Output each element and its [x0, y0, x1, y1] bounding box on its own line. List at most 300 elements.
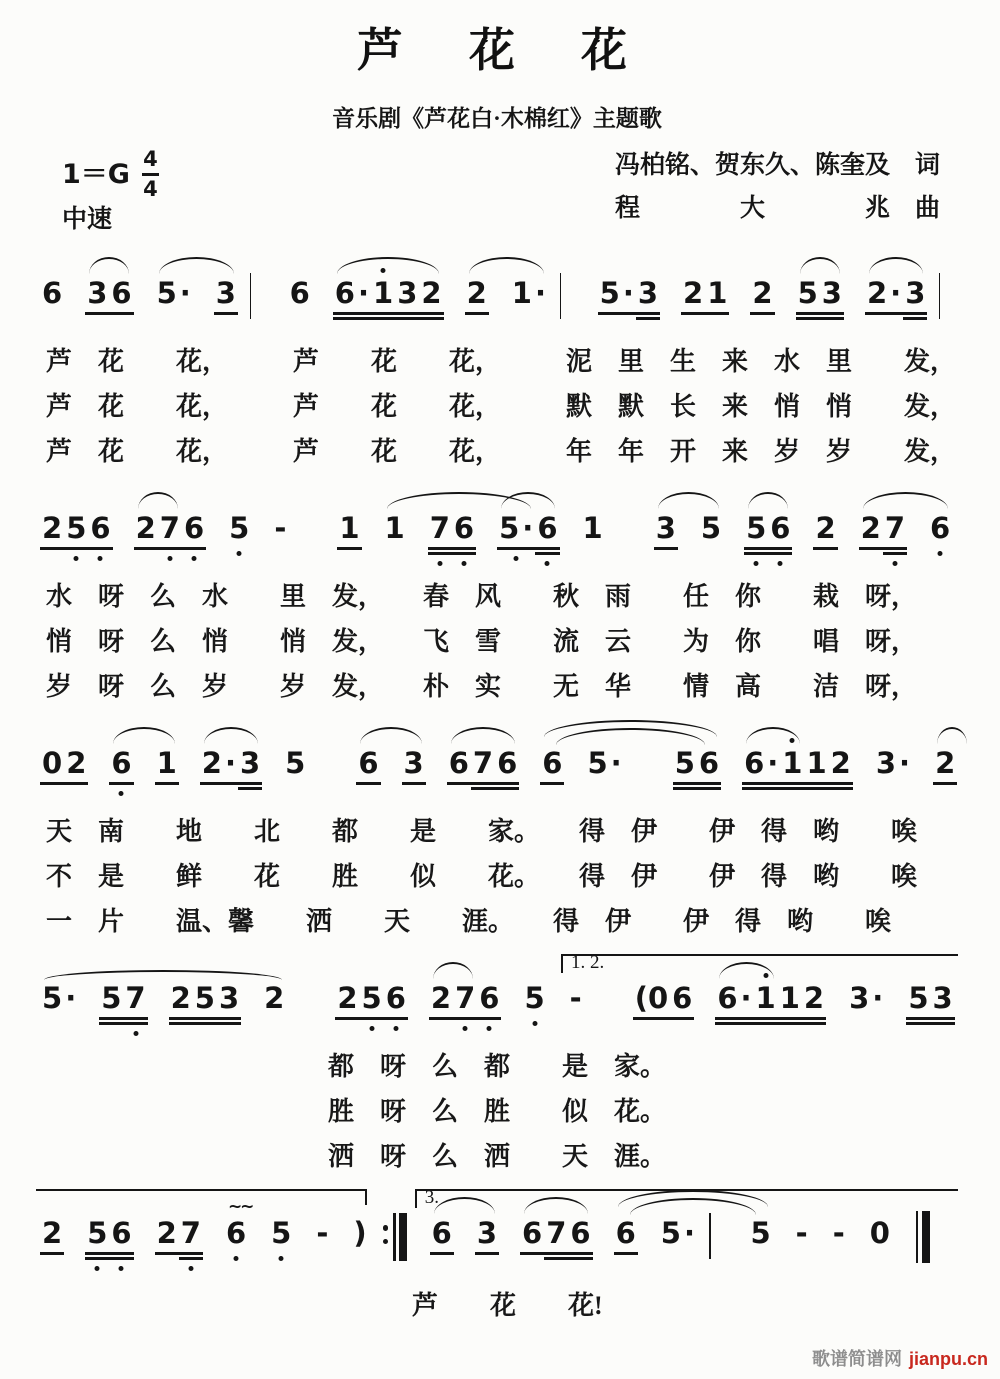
note [421, 277, 441, 310]
slur [138, 492, 178, 509]
note [90, 512, 110, 545]
note-digit: 3 [932, 981, 953, 1016]
note [542, 747, 562, 780]
note-digit: 6 [385, 981, 406, 1016]
lyric-line: 水 呀 么 水 里 发， 春 风 秋 雨 任 你 栽 呀， [46, 582, 918, 612]
note-digit: 6 [90, 511, 111, 546]
note-digit: 5 [42, 981, 63, 1016]
note [362, 982, 382, 1015]
note-digit: 2 [42, 511, 63, 546]
note [316, 1217, 328, 1250]
note-digit: - [274, 511, 287, 546]
duration-underline [200, 782, 238, 785]
note-digit: 2 [866, 276, 888, 311]
slur [800, 257, 840, 274]
duration-underline [796, 317, 820, 320]
note [42, 982, 76, 1015]
note-digit: 5 [660, 1216, 681, 1251]
note-digit: 3 [87, 276, 108, 311]
thick-bar [922, 1211, 930, 1263]
note [683, 277, 703, 310]
note [815, 512, 835, 545]
composer-credit: 程 大 兆 曲 [614, 194, 940, 222]
duration-underline [750, 312, 774, 315]
note [386, 982, 406, 1015]
duration-underline [109, 312, 133, 315]
note [125, 982, 145, 1015]
note-digit: 1 [511, 276, 532, 311]
note [806, 747, 826, 780]
note [335, 277, 369, 310]
note-digit: 2 [66, 746, 87, 781]
note [933, 982, 953, 1015]
note-digit: 6 [289, 276, 310, 311]
note [404, 747, 424, 780]
credits [615, 145, 940, 230]
slur [658, 492, 719, 509]
low-octave-dot [892, 561, 897, 566]
duration-underline [40, 1252, 64, 1255]
note [833, 1217, 845, 1250]
duration-underline [568, 1252, 592, 1255]
dot-after: · [683, 1216, 695, 1251]
low-octave-dot [369, 1026, 374, 1031]
note-digit: 6 [479, 981, 500, 1016]
music-system-1 [40, 249, 957, 474]
note [638, 277, 658, 310]
note-digit: 2 [170, 981, 191, 1016]
duration-underline [754, 1017, 778, 1020]
duration-underline [471, 782, 495, 785]
duration-underline [778, 1017, 802, 1020]
note-digit: 6 [453, 511, 475, 546]
time-denominator: 4 [143, 176, 158, 201]
volta-label: 3. [424, 1187, 439, 1209]
note-digit: 6 [672, 981, 693, 1016]
note-digit: 7 [472, 746, 494, 781]
slur [159, 257, 234, 274]
duration-underline [906, 1017, 930, 1020]
note [431, 982, 451, 1015]
watermark-site: 歌谱简谱网 [811, 1349, 902, 1370]
note [184, 512, 204, 545]
duration-underline [495, 782, 519, 785]
note [101, 982, 121, 1015]
note [171, 982, 191, 1015]
note-digit: 2 [156, 1216, 177, 1251]
note-tokens [40, 1197, 954, 1263]
duration-underline [179, 1257, 203, 1260]
music-system-2 [40, 484, 954, 709]
note [583, 512, 603, 545]
note [699, 747, 719, 780]
duration-underline [384, 1017, 408, 1020]
duration-underline [430, 1252, 454, 1255]
dot-after: · [872, 981, 884, 1016]
note-digit: 3 [215, 276, 236, 311]
slur [360, 727, 422, 744]
note [274, 512, 286, 545]
note-digit: 7 [125, 981, 146, 1016]
note [455, 982, 475, 1015]
duration-underline [903, 312, 927, 315]
low-octave-dot [754, 561, 759, 566]
note-digit: 6 [744, 746, 765, 781]
duration-underline [428, 552, 452, 555]
note [905, 277, 925, 310]
low-octave-dot [279, 1256, 284, 1261]
note-digit: 2 [421, 276, 442, 311]
note [512, 277, 546, 310]
dot-after: · [890, 276, 902, 311]
note-digit: 2 [683, 276, 704, 311]
note-digit: - [832, 1216, 845, 1251]
dot-after: · [740, 981, 752, 1016]
note-digit: 6 [225, 1216, 247, 1251]
lyric-line: 岁 呀 么 岁 岁 发， 朴 实 无 华 情 高 洁 呀， [46, 672, 918, 702]
note [616, 1217, 636, 1250]
note [219, 982, 239, 1015]
volta-label: 1. 2. [570, 952, 605, 974]
note-digit: 5 [66, 511, 87, 546]
duration-underline [99, 1017, 123, 1020]
low-octave-dot [234, 1256, 239, 1261]
note-digit: 6 [431, 1216, 452, 1251]
note-digit: 5 [524, 981, 545, 1016]
note-digit: 7 [429, 511, 450, 546]
note-digit: 6 [698, 746, 720, 781]
note [477, 1217, 497, 1250]
note-digit: 1 [373, 276, 394, 311]
note-digit: 2 [815, 511, 836, 546]
duration-underline [768, 547, 792, 550]
note-digit: 6 [42, 276, 63, 311]
note-digit: - [795, 1216, 808, 1251]
note-digit: 0 [42, 746, 63, 781]
duration-underline [780, 782, 804, 785]
duration-underline [169, 1022, 193, 1025]
duration-underline [123, 1017, 147, 1020]
note [672, 982, 692, 1015]
lyric-line: 芦 花 花， 芦 花 花， 年 年 开 来 岁 岁 发， [46, 437, 957, 467]
note [264, 982, 284, 1015]
duration-underline [673, 787, 697, 790]
duration-underline [796, 312, 820, 315]
note-digit: 2 [135, 511, 156, 546]
duration-underline [535, 552, 559, 555]
dot-after: · [179, 276, 191, 311]
note-digit: 5 [746, 511, 767, 546]
duration-underline [179, 1252, 203, 1255]
slur [44, 970, 282, 980]
duration-underline [85, 312, 109, 315]
note-digit: 1 [339, 511, 360, 546]
note [42, 512, 62, 545]
note-digit: 3 [875, 746, 897, 781]
music-system-3 [40, 719, 954, 944]
low-octave-dot [98, 556, 103, 561]
note-digit: 6 [358, 746, 379, 781]
low-octave-dot [133, 1031, 138, 1036]
duration-underline [544, 1252, 568, 1255]
duration-underline [238, 787, 262, 790]
duration-underline [109, 1252, 133, 1255]
duration-underline [820, 312, 844, 315]
dot-after: · [610, 746, 622, 781]
dot-after: · [65, 981, 77, 1016]
duration-underline [883, 552, 907, 555]
note [796, 1217, 808, 1250]
note [782, 747, 802, 780]
note-digit: 6 [111, 1216, 132, 1251]
duration-underline [829, 782, 853, 785]
duration-underline [778, 1022, 802, 1025]
note [66, 747, 86, 780]
note-digit: 2 [752, 276, 773, 311]
note [157, 277, 191, 310]
duration-underline [865, 312, 903, 315]
note [397, 277, 417, 310]
note [750, 1217, 770, 1250]
note-digit: 5 [229, 511, 250, 546]
lyric-line: 一 片 温、馨 洒 天 涯。 得 伊 伊 得 哟 唉 [46, 907, 892, 937]
note [822, 277, 842, 310]
note [42, 747, 62, 780]
note [42, 1217, 62, 1250]
duration-underline [520, 1252, 544, 1255]
lyric-line: 芦 花 花， 芦 花 花， 默 默 长 来 悄 悄 发， [46, 392, 957, 422]
note [195, 982, 215, 1015]
note-digit: ) [353, 1216, 367, 1251]
note-digit: 6 [183, 511, 205, 546]
lyric-line: 天 南 地 北 都 是 家。 得 伊 伊 得 哟 唉 [46, 817, 918, 847]
duration-underline [681, 312, 705, 315]
note-digit: 6 [770, 511, 791, 546]
slur [451, 727, 515, 744]
note-digit: 3 [397, 276, 418, 311]
note-digit: 2 [830, 746, 851, 781]
note-digit: 5 [750, 1216, 771, 1251]
key-signature [62, 149, 159, 200]
duration-underline [697, 782, 721, 785]
note-digit: 5 [87, 1216, 108, 1251]
music-system-4 [40, 954, 954, 1179]
meta-block [40, 145, 954, 249]
duration-underline [64, 547, 88, 550]
note [885, 512, 905, 545]
duration-underline [804, 787, 828, 790]
note-digit: 3 [655, 511, 676, 546]
note-digit: 2 [201, 746, 222, 781]
note-digit: 3 [239, 746, 261, 781]
note [42, 277, 62, 310]
low-octave-dot [778, 561, 783, 566]
duration-underline [768, 552, 792, 555]
note-digit: 3 [403, 746, 424, 781]
duration-underline [360, 1017, 384, 1020]
duration-underline [654, 547, 678, 550]
note [744, 747, 778, 780]
note [111, 1217, 131, 1250]
lyric-line: 都 呀 么 都 是 家。 [328, 1052, 667, 1082]
low-octave-dot [514, 556, 519, 561]
note [930, 512, 950, 545]
duration-underline [99, 1022, 123, 1025]
note [752, 277, 772, 310]
note-digit: 6 [111, 746, 132, 781]
duration-underline [636, 312, 660, 315]
note-digit: 5 [285, 746, 306, 781]
lyric-line: 芦 花 花， 芦 花 花， 泥 里 生 来 水 里 发， [46, 347, 957, 377]
note [804, 982, 824, 1015]
duration-underline [158, 547, 182, 550]
duration-underline [742, 787, 780, 790]
note-digit: 2 [337, 981, 358, 1016]
song-title: 芦 花 花 [357, 25, 637, 76]
note [717, 982, 751, 1015]
note [701, 512, 721, 545]
note-digit: (0 [634, 981, 669, 1016]
note-digit: 2 [860, 511, 881, 546]
tempo-marking: 中速 [62, 206, 113, 234]
duration-underline [535, 547, 559, 550]
note [661, 1217, 695, 1250]
low-octave-dot [393, 1026, 398, 1031]
note-digit: 6 [522, 1216, 543, 1251]
duration-underline [155, 1252, 179, 1255]
duration-underline [670, 1017, 694, 1020]
dot-after: · [767, 746, 779, 781]
note [467, 277, 487, 310]
duration-underline [238, 782, 262, 785]
note-digit: 6 [537, 511, 558, 546]
duration-underline [109, 782, 133, 785]
slur [113, 727, 175, 744]
note-digit: 1 [156, 746, 177, 781]
note [746, 512, 766, 545]
note [285, 747, 305, 780]
note [524, 982, 544, 1015]
notation-line-2 [40, 484, 954, 574]
slur [89, 257, 129, 274]
duration-underline [495, 787, 519, 790]
duration-underline [452, 547, 476, 550]
note-digit: 2 [42, 1216, 63, 1251]
duration-underline [715, 1022, 753, 1025]
watermark [812, 1349, 988, 1371]
duration-underline [356, 782, 380, 785]
note-digit: 6 [448, 746, 469, 781]
lyric-line: 芦 花 花! [412, 1291, 603, 1321]
duration-underline [903, 317, 927, 320]
low-octave-dot [192, 556, 197, 561]
note [160, 512, 180, 545]
low-octave-dot [437, 561, 442, 566]
duration-underline [371, 312, 395, 315]
duration-underline [742, 782, 780, 785]
note-digit: 7 [455, 981, 476, 1016]
note-digit: 7 [159, 511, 180, 546]
duration-underline [40, 782, 64, 785]
note [181, 1217, 201, 1250]
duration-underline [933, 782, 957, 785]
note [600, 277, 634, 310]
barline-repeat-end [383, 1217, 407, 1261]
duration-underline [802, 1022, 826, 1025]
note-digit: 3 [476, 1216, 497, 1251]
duration-underline [813, 547, 837, 550]
dot-after: · [224, 746, 236, 781]
slur [863, 492, 948, 509]
dot-after: · [534, 276, 546, 311]
duration-underline [419, 312, 443, 315]
duration-underline [85, 1257, 109, 1260]
notation-line-4 [40, 954, 954, 1044]
duration-underline [395, 312, 419, 315]
barline-single [939, 273, 940, 319]
note [373, 277, 393, 310]
note [66, 512, 86, 545]
duration-underline [428, 547, 452, 550]
thick-bar [399, 1213, 407, 1261]
low-octave-dot [463, 1026, 468, 1031]
note [449, 747, 469, 780]
note [337, 982, 357, 1015]
duration-underline [754, 1022, 778, 1025]
note [656, 512, 676, 545]
note [87, 1217, 107, 1250]
repeat-dot [383, 1239, 389, 1245]
note [537, 512, 557, 545]
duration-underline [429, 1017, 453, 1020]
note [271, 1217, 291, 1250]
dot-after: · [622, 276, 634, 311]
notation-line-5 [40, 1189, 954, 1283]
duration-underline [333, 312, 371, 315]
note [675, 747, 695, 780]
slur [501, 492, 555, 509]
duration-underline [193, 1022, 217, 1025]
low-octave-dot [532, 1021, 537, 1026]
note-digit: 5 [194, 981, 215, 1016]
note-digit: 6 [570, 1216, 591, 1251]
low-octave-dot [167, 556, 172, 561]
note-digit: 3 [218, 981, 240, 1016]
slur [469, 257, 544, 274]
dot-after: · [522, 511, 534, 546]
mordent-mark: ~~ [227, 1197, 253, 1218]
barline-final [916, 1217, 931, 1263]
duration-underline [40, 547, 64, 550]
low-octave-dot [938, 551, 943, 556]
time-numerator: 4 [143, 147, 158, 172]
note [780, 982, 800, 1015]
duration-underline [906, 1022, 930, 1025]
note [240, 747, 260, 780]
note-digit: 6 [111, 276, 132, 311]
note [570, 982, 582, 1015]
duration-underline [193, 1017, 217, 1020]
duration-underline [820, 317, 844, 320]
note-digit: 5 [271, 1216, 292, 1251]
duration-underline [883, 547, 907, 550]
note-digit: 3 [905, 276, 926, 311]
duration-underline [475, 1252, 499, 1255]
note-digit: 5 [499, 511, 520, 546]
fraction-line [142, 173, 159, 176]
note-digit: 2 [803, 981, 825, 1016]
duration-underline [371, 317, 395, 320]
